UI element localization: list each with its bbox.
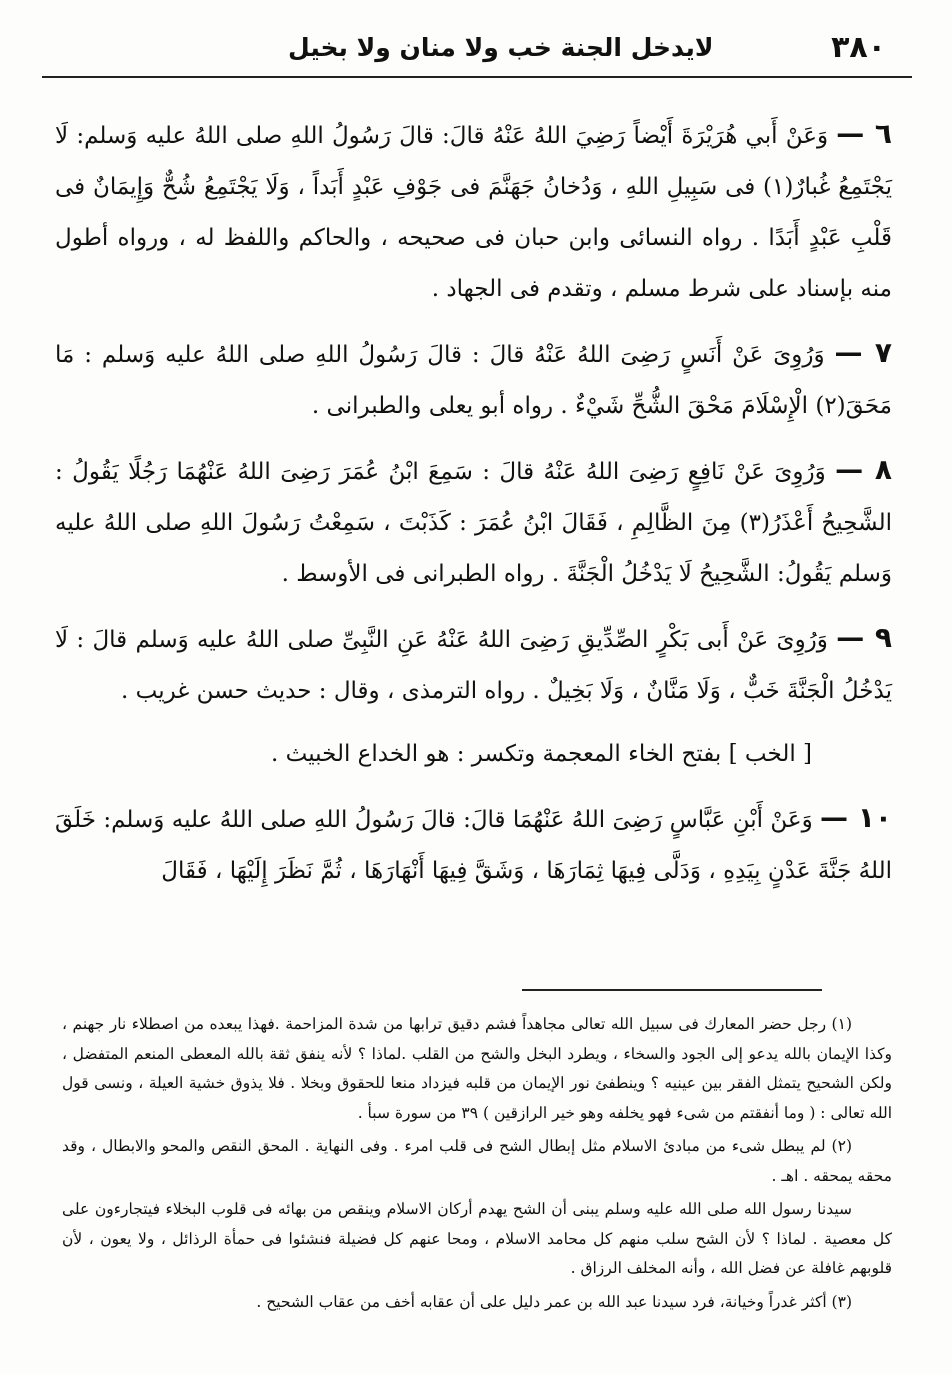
running-title: لايدخل الجنة خب ولا منان ولا بخيل bbox=[288, 32, 714, 62]
hadith-text: وَرُوِىَ عَنْ نَافِعٍ رَضِىَ اللهُ عَنْهُ قالَ : سَمِعَ ابْنُ عُمَرَ رَضِىَ اللهُ عَنْهُمَا رَجُلًا يَقُولُ : الشَّحِيحُ أَعْذَرُ(٣) مِنَ الظَّالِمِ ، فَقَالَ ابْنُ عُمَرَ : كَذَبْتَ ، سَمِعْتُ رَسُولَ اللهِ صلى اللهُ عليه وَسلم يَقُولُ: الشَّحِيحُ لَا يَدْخُلُ الْجَنَّةَ . رواه الطبرانى فى الأوسط . bbox=[55, 459, 892, 587]
hadith-text: وَعَنْ أَبي هُرَيْرَةَ أَيْضاً رَضِيَ اللهُ عَنْهُ قالَ: قالَ رَسُولُ اللهِ صلى اللهُ عليه وَسلم: لَا يَجْتَمِعُ غُبارٌ(١) فى سَبِيلِ اللهِ ، وَدُخانُ جَهَنَّمَ فى جَوْفِ عَبْدٍ أَبَداً ، وَلَا يَجْتَمِعُ شُحٌّ وَإِيمَانٌ فى قَلْبِ عَبْدٍ أَبَدًا . رواه النسائى وابن حبان فى صحيحه ، والحاكم واللفظ له ، ورواه أطول منه بإسناد على شرط مسلم ، وتقدم فى الجهاد . bbox=[55, 123, 892, 302]
hadith-7 bbox=[55, 327, 892, 432]
hadith-number: ٩ — bbox=[836, 621, 893, 654]
footnote-1: (١) رجل حضر المعارك فى سبيل الله تعالى مجاهداً فشم دقيق ترابها من شدة المزاحمة .فهذا يبعده من اصطلاء نار جهنم ، وكذا الإيمان بالله يدعو إلى الجود والسخاء ، ويطرد البخل والشح من القلب .لماذا ؟ لأنه ينفق ثقة بالله المعطى المنعم المتفضل ، ولكن الشحيح يتمثل الفقر بين عينيه ؟ وينطفئ نور الإيمان من قلبه فيزداد منعا للحقوق وبخلا . فلا يذوق خشية العيلة ، ونسى قول الله تعالى : ( وما أنفقتم من شىء فهو يخلفه وهو خير الرازقين ) ٣٩ من سورة سبأ . bbox=[62, 1015, 892, 1122]
footnote-separator bbox=[522, 989, 822, 991]
hadith-text: وَرُوِىَ عَنْ أَبى بَكْرٍ الصِّدِّيقِ رَضِىَ اللهُ عَنْهُ عَنِ النَّبِىِّ صلى اللهُ عليه وَسلم قالَ : لَا يَدْخُلُ الْجَنَّةَ خَبٌّ ، وَلَا مَنَّانٌ ، وَلَا بَخِيلٌ . رواه الترمذى ، وقال : حديث حسن غريب . bbox=[55, 627, 892, 704]
footnote-2: (٢) لم يبطل شىء من مبادئ الاسلام مثل إبطال الشح فى قلب امرء . وفى النهاية . المحق النقص والمحو والابطال ، وقد محقه يمحقه . اهـ . bbox=[62, 1137, 892, 1185]
main-text bbox=[55, 108, 892, 909]
gloss-note: [ الخب ] بفتح الخاء المعجمة وتكسر : هو الخداع الخبيث . bbox=[271, 741, 812, 767]
footnote-2-continued: سيدنا رسول الله صلى الله عليه وسلم يبنى أن الشح يهدم أركان الاسلام وينقص من بهائه فى قلوب البخلاء فيتجارءون على كل معصية . لماذا ؟ لأن الشح سلب منهم كل محامد الاسلام ، ومحا عنهم كل فضيلة فنشئوا فى حمأة الرذائل ، ولا يعون ، لأن قلوبهم غافلة عن فضل الله ، وأنه المخلف الرزاق . bbox=[62, 1200, 892, 1277]
footnotes bbox=[62, 1010, 892, 1321]
hadith-9 bbox=[55, 612, 892, 717]
hadith-8 bbox=[55, 444, 892, 600]
header-rule bbox=[42, 76, 912, 78]
hadith-number: ٧ — bbox=[834, 336, 892, 369]
hadith-number: ٨ — bbox=[835, 453, 892, 486]
hadith-number: ٦ — bbox=[836, 117, 892, 150]
footnote-3: (٣) أكثر غدراً وخيانة، فرد سيدنا عبد الله بن عمر دليل على أن عقابه أخف من عقاب الشحيح . bbox=[256, 1292, 852, 1311]
hadith-6 bbox=[55, 108, 892, 315]
hadith-text: وَرُوِىَ عَنْ أَنَسٍ رَضِىَ اللهُ عَنْهُ قالَ : قالَ رَسُولُ اللهِ صلى اللهُ عليه وَسلم : مَا مَحَقَ(٢) الْإِسْلَامَ مَحْقَ الشُّحِّ شَيْءٌ . رواه أبو يعلى والطبرانى . bbox=[55, 342, 892, 419]
page-number: ٣٨٠ bbox=[831, 29, 886, 65]
hadith-text: وَعَنْ أَبْنِ عَبَّاسٍ رَضِىَ اللهُ عَنْهُمَا قالَ: قالَ رَسُولُ اللهِ صلى اللهُ عليه وَسلم: خَلَقَ اللهُ جَنَّةَ عَدْنٍ بِيَدِهِ ، وَدَلَّى فِيهَا ثِمَارَهَا ، وَشَقَّ فِيهَا أَنْهَارَهَا ، ثُمَّ نَظَرَ إِلَيْهَا ، فَقَالَ bbox=[55, 807, 892, 884]
page-header bbox=[38, 22, 914, 72]
hadith-number: ١٠ — bbox=[820, 801, 892, 834]
hadith-10 bbox=[55, 792, 892, 897]
